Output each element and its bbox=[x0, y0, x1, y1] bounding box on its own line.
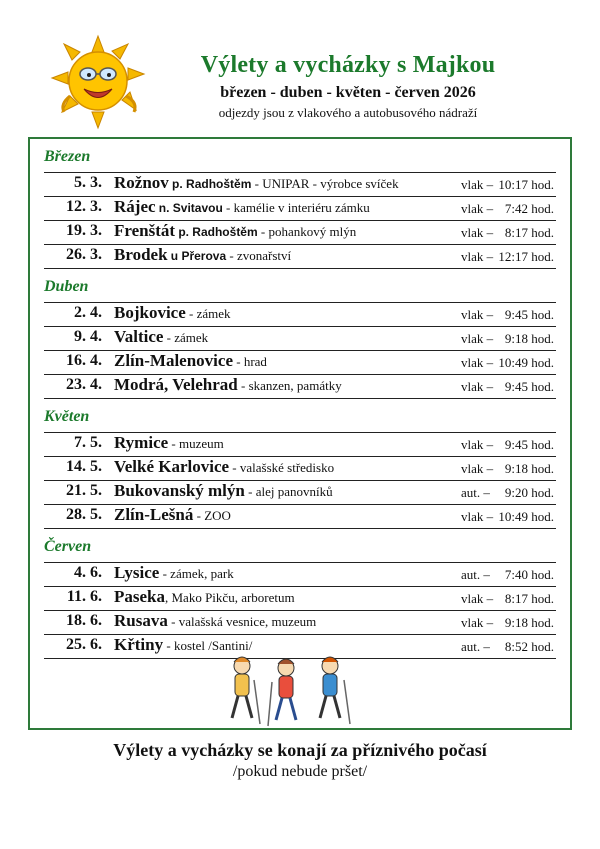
month-heading-brezen: Březen bbox=[44, 148, 91, 165]
trip-transport: vlak – bbox=[461, 331, 494, 346]
trip-transport: vlak – bbox=[461, 201, 494, 216]
trip-transport: aut. – bbox=[461, 485, 490, 500]
trip-row bbox=[44, 197, 556, 219]
divider bbox=[44, 268, 556, 269]
trip-transport: vlak – bbox=[461, 355, 494, 370]
trip-time: 9:45 hod. bbox=[504, 379, 554, 394]
trip-date: 9. 4. bbox=[74, 328, 102, 345]
trip-destination: Zlín-Malenovice - hrad bbox=[114, 351, 267, 370]
trip-destination: Modrá, Velehrad - skanzen, památky bbox=[114, 375, 342, 394]
trip-destination: Rožnov p. Radhoštěm - UNIPAR - výrobce svíček bbox=[114, 173, 399, 192]
trip-row bbox=[44, 505, 556, 527]
trip-time: 9:18 hod. bbox=[504, 461, 554, 476]
trip-destination: Lysice - zámek, park bbox=[114, 563, 234, 582]
hikers-illustration bbox=[220, 652, 360, 732]
trip-destination: Křtiny - kostel /Santini/ bbox=[114, 635, 253, 654]
page-subtitle: březen - duben - květen - červen 2026 bbox=[220, 84, 476, 101]
trip-row bbox=[44, 563, 556, 585]
trip-time: 7:40 hod. bbox=[504, 567, 554, 582]
trip-time: 10:49 hod. bbox=[498, 509, 554, 524]
trip-date: 25. 6. bbox=[66, 636, 102, 653]
departure-note: odjezdy jsou z vlakového a autobusového nádraží bbox=[218, 105, 478, 120]
trip-date: 23. 4. bbox=[66, 376, 102, 393]
trip-date: 21. 5. bbox=[66, 482, 102, 499]
trip-destination: Valtice - zámek bbox=[114, 327, 209, 346]
trip-transport: vlak – bbox=[461, 225, 494, 240]
trip-date: 14. 5. bbox=[66, 458, 102, 475]
month-heading-duben: Duben bbox=[44, 278, 89, 295]
trip-row bbox=[44, 611, 556, 633]
trip-date: 5. 3. bbox=[74, 174, 102, 191]
trip-transport: aut. – bbox=[461, 639, 490, 654]
trip-transport: vlak – bbox=[461, 249, 494, 264]
divider bbox=[44, 528, 556, 529]
trip-transport: vlak – bbox=[461, 591, 494, 606]
trip-time: 10:17 hod. bbox=[498, 177, 554, 192]
trip-destination: Frenštát p. Radhoštěm - pohankový mlýn bbox=[114, 221, 357, 240]
trip-time: 9:45 hod. bbox=[504, 307, 554, 322]
trip-time: 7:42 hod. bbox=[504, 201, 554, 216]
trip-time: 10:49 hod. bbox=[498, 355, 554, 370]
trip-time: 8:52 hod. bbox=[504, 639, 554, 654]
trip-date: 7. 5. bbox=[74, 434, 102, 451]
weather-note-sub: /pokud nebude pršet/ bbox=[232, 763, 368, 780]
trip-row bbox=[44, 587, 556, 609]
trip-row bbox=[44, 303, 556, 325]
trip-destination: Rusava - valašská vesnice, muzeum bbox=[114, 611, 317, 630]
divider bbox=[44, 398, 556, 399]
trip-date: 2. 4. bbox=[74, 304, 102, 321]
trip-row bbox=[44, 481, 556, 503]
trip-time: 12:17 hod. bbox=[498, 249, 554, 264]
trip-transport: vlak – bbox=[461, 461, 494, 476]
schedule-frame bbox=[28, 137, 572, 730]
trip-destination: Paseka, Mako Pikču, arboretum bbox=[114, 587, 295, 606]
trip-row bbox=[44, 327, 556, 349]
weather-note: Výlety a vycházky se konají za příznivého počasí bbox=[113, 740, 487, 760]
trip-transport: vlak – bbox=[461, 379, 494, 394]
trip-date: 19. 3. bbox=[66, 222, 102, 239]
month-heading-kveten: Květen bbox=[44, 408, 90, 425]
trip-date: 11. 6. bbox=[66, 588, 102, 605]
trip-date: 12. 3. bbox=[66, 198, 102, 215]
trip-transport: vlak – bbox=[461, 437, 494, 452]
trip-date: 26. 3. bbox=[66, 246, 102, 263]
trip-transport: vlak – bbox=[461, 307, 494, 322]
trip-row bbox=[44, 351, 556, 373]
trip-time: 8:17 hod. bbox=[504, 225, 554, 240]
trip-time: 9:20 hod. bbox=[504, 485, 554, 500]
trip-destination: Brodek u Přerova - zvonařství bbox=[114, 245, 292, 264]
trip-transport: vlak – bbox=[461, 177, 494, 192]
trip-time: 9:18 hod. bbox=[504, 331, 554, 346]
trip-destination: Bukovanský mlýn - alej panovníků bbox=[114, 481, 333, 500]
trip-row bbox=[44, 433, 556, 455]
trip-destination: Velké Karlovice - valašské středisko bbox=[114, 457, 335, 476]
trip-destination: Bojkovice - zámek bbox=[114, 303, 231, 322]
trip-transport: vlak – bbox=[461, 615, 494, 630]
trip-row bbox=[44, 457, 556, 479]
trip-time: 8:17 hod. bbox=[504, 591, 554, 606]
trip-row bbox=[44, 245, 556, 267]
trip-date: 18. 6. bbox=[66, 612, 102, 629]
trip-destination: Zlín-Lešná - ZOO bbox=[114, 505, 231, 524]
month-heading-cerven: Červen bbox=[44, 538, 92, 555]
trip-time: 9:45 hod. bbox=[504, 437, 554, 452]
trip-row bbox=[44, 221, 556, 243]
trip-date: 16. 4. bbox=[66, 352, 102, 369]
trip-row bbox=[44, 375, 556, 397]
trip-destination: Rymice - muzeum bbox=[114, 433, 224, 452]
trip-destination: Rájec n. Svitavou - kamélie v interiéru zámku bbox=[114, 197, 370, 216]
trip-date: 28. 5. bbox=[66, 506, 102, 523]
trip-transport: vlak – bbox=[461, 509, 494, 524]
sun-mascot-illustration bbox=[48, 34, 148, 130]
trip-transport: aut. – bbox=[461, 567, 490, 582]
trip-date: 4. 6. bbox=[74, 564, 102, 581]
trip-time: 9:18 hod. bbox=[504, 615, 554, 630]
trip-row bbox=[44, 173, 556, 195]
page-title: Výlety a vycházky s Majkou bbox=[200, 52, 496, 78]
